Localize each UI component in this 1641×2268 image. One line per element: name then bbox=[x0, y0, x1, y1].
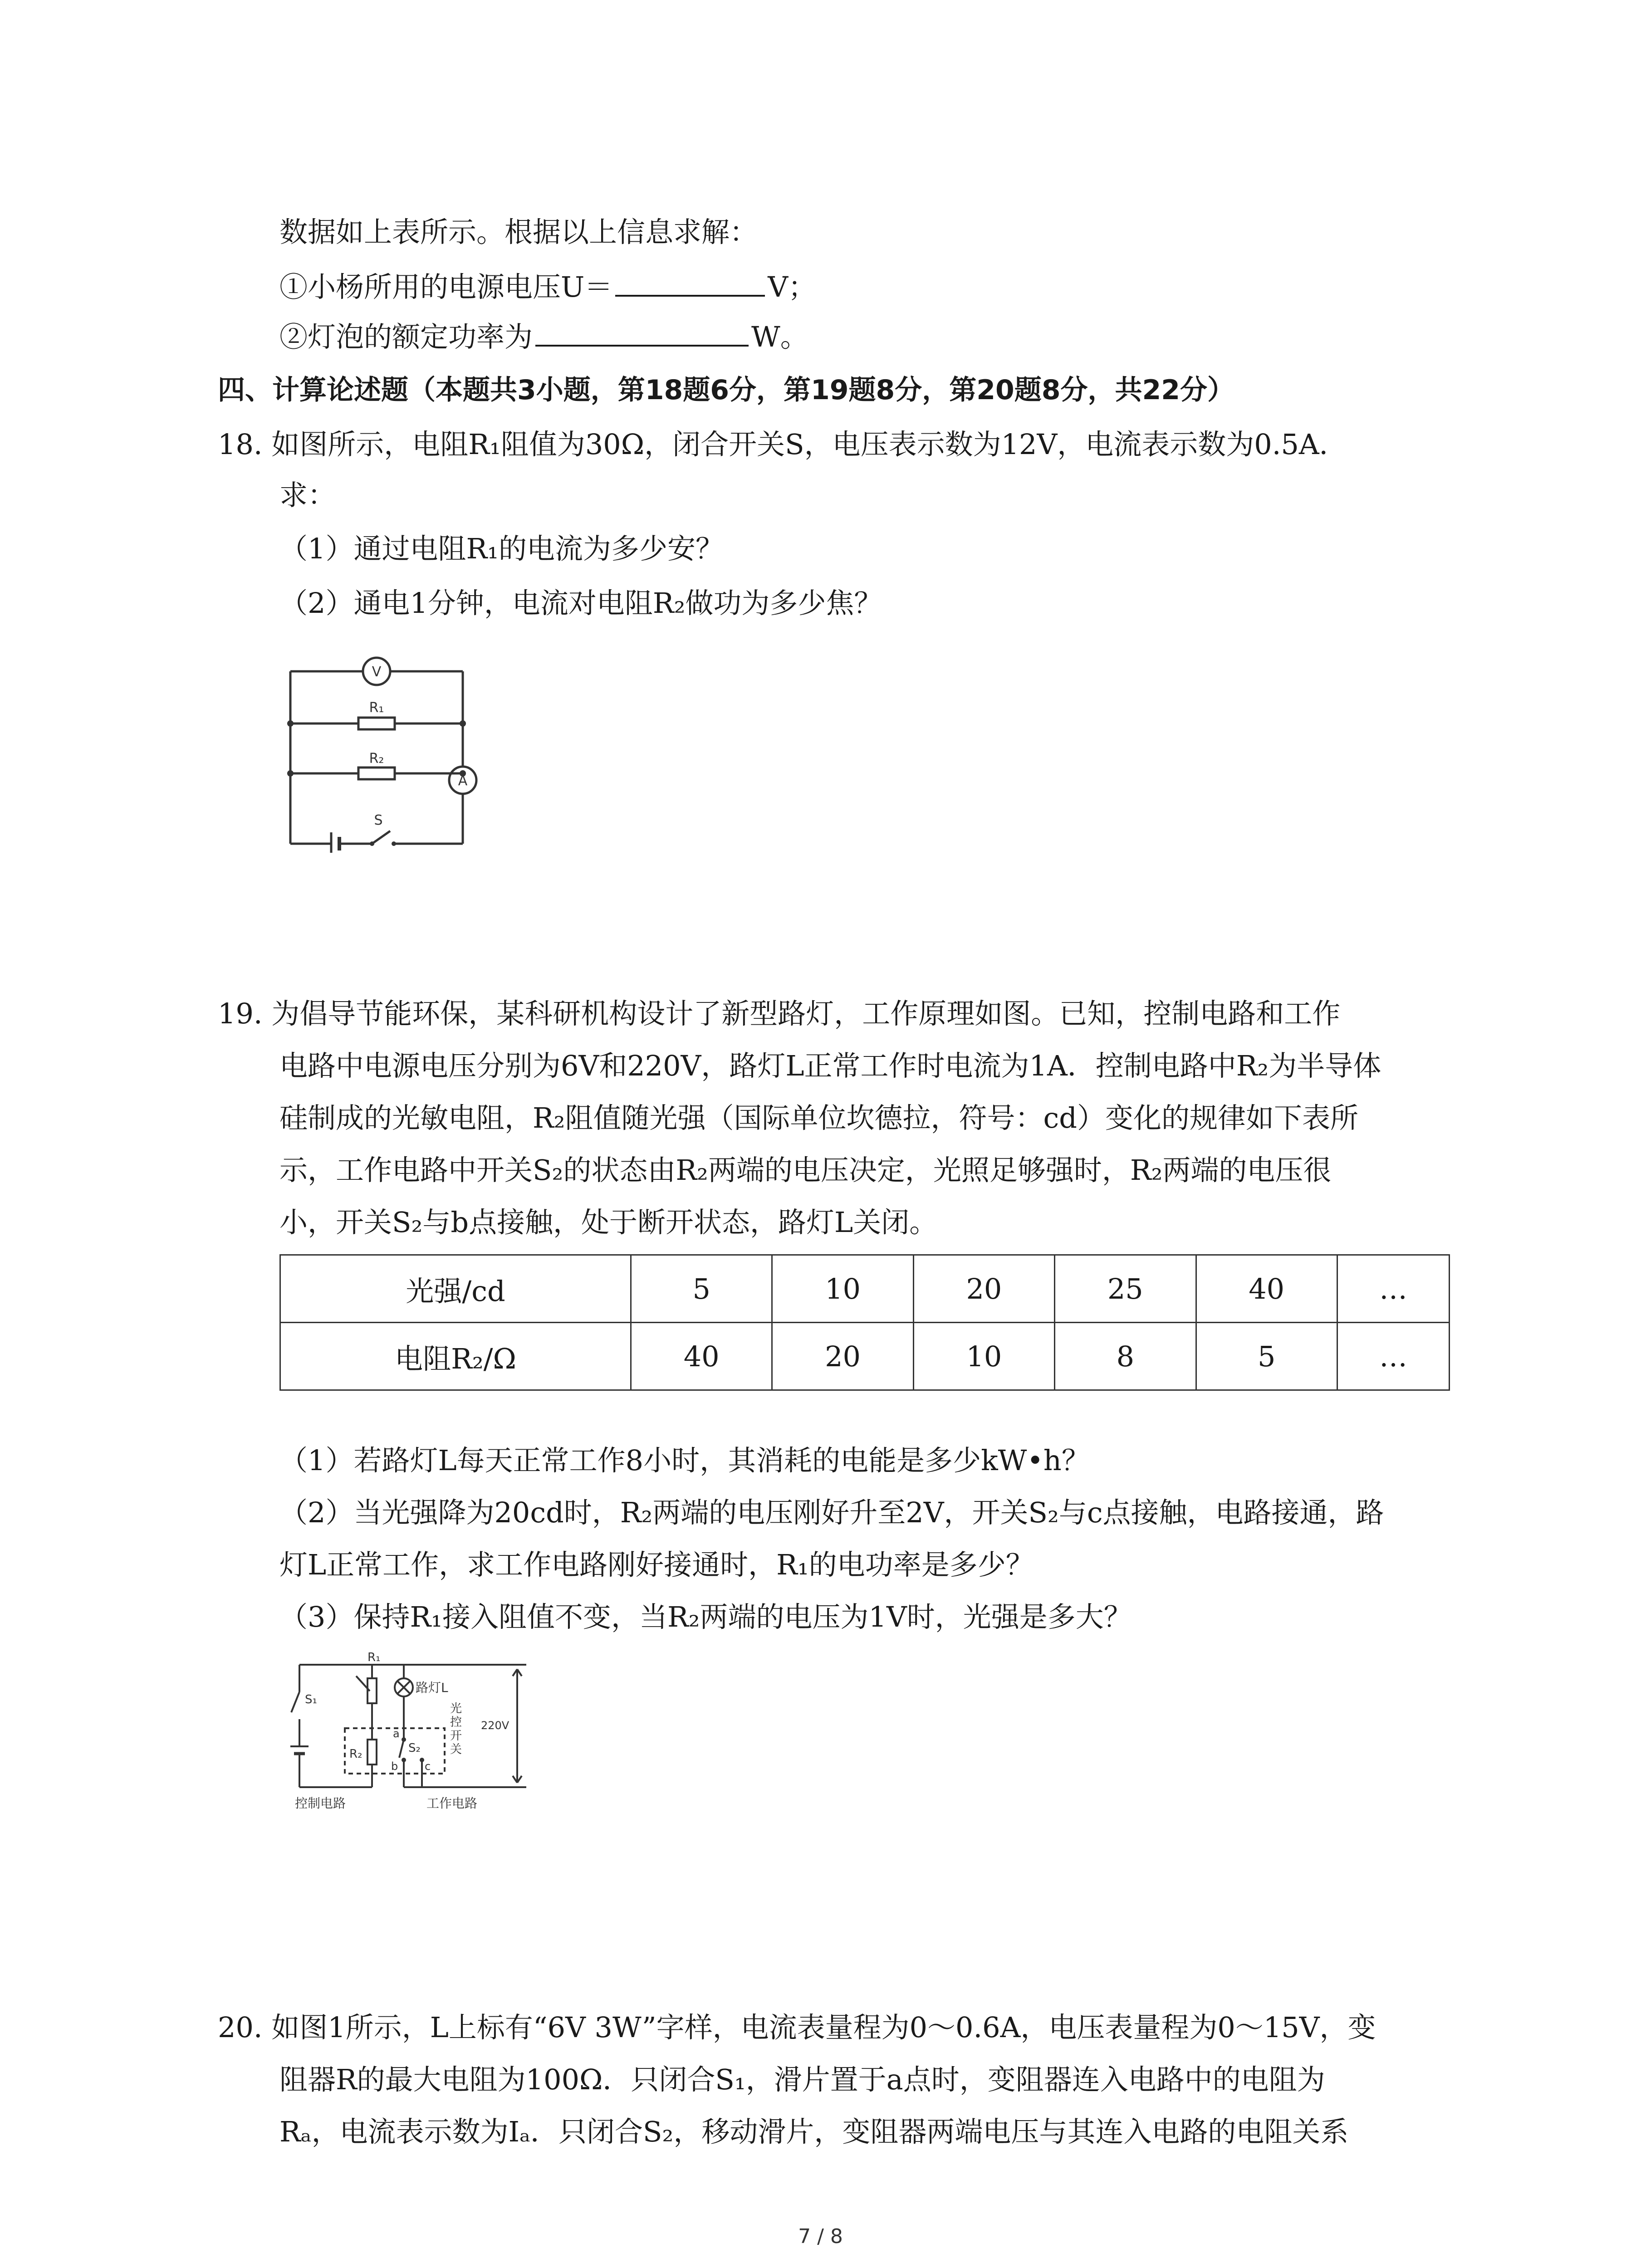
q19-part-2b: 灯L正常工作，求工作电路刚好接通时，R₁的电功率是多少？ bbox=[279, 1548, 1034, 1581]
page-number: 7 / 8 bbox=[798, 2225, 843, 2248]
table-cell: … bbox=[1337, 1255, 1449, 1323]
q19-stem-line-4: 示，工作电路中开关S₂的状态由R₂两端的电压决定，光照足够强时，R₂两端的电压很 bbox=[279, 1154, 1332, 1187]
q19-stem-line-3: 硅制成的光敏电阻，R₂阻值随光强（国际单位坎德拉，符号：cd）变化的规律如下表所 bbox=[279, 1101, 1358, 1134]
switch-label: S bbox=[374, 812, 383, 828]
table-cell: 5 bbox=[1196, 1323, 1337, 1390]
q19-part-1: （1）若路灯L每天正常工作8小时，其消耗的电能是多少kW•h？ bbox=[279, 1444, 1090, 1477]
r2-label: R₂ bbox=[369, 751, 384, 767]
q19-circuit-diagram bbox=[286, 1651, 540, 1823]
q20-stem-line-3: Rₐ，电流表示数为Iₐ．只闭合S₂，移动滑片，变阻器两端电压与其连入电路的电阻关系 bbox=[279, 2115, 1349, 2148]
table-header-resistance: 电阻R₂/Ω bbox=[280, 1323, 631, 1390]
s1-label: S₁ bbox=[305, 1693, 317, 1706]
q18-part-1: （1）通过电阻R₁的电流为多少安？ bbox=[279, 532, 724, 565]
table-cell: … bbox=[1337, 1323, 1449, 1390]
q1-suffix: V； bbox=[768, 270, 817, 303]
table-row bbox=[280, 1255, 1450, 1323]
switch-text-3: 开 bbox=[450, 1729, 462, 1743]
voltmeter-label: V bbox=[372, 664, 382, 680]
question-1-line bbox=[279, 268, 816, 305]
q19-stem-line-2: 电路中电源电压分别为6V和220V，路灯L正常工作时电流为1A．控制电路中R₂为半导体 bbox=[279, 1049, 1381, 1082]
table-cell: 10 bbox=[913, 1323, 1054, 1390]
switch-text-2: 控 bbox=[450, 1716, 462, 1729]
q19-stem-line-5: 小，开关S₂与b点接触，处于断开状态，路灯L关闭。 bbox=[279, 1206, 938, 1239]
q19-part-2a: （2）当光强降为20cd时，R₂两端的电压刚好升至2V，开关S₂与c点接触，电路接通，路 bbox=[279, 1496, 1384, 1529]
question-2-line bbox=[279, 318, 808, 355]
control-circuit-label: 控制电路 bbox=[295, 1796, 346, 1811]
voltage-label: 220V bbox=[481, 1719, 509, 1732]
q18-part-2: （2）通电1分钟，电流对电阻R₂做功为多少焦？ bbox=[279, 587, 882, 620]
s2-label: S₂ bbox=[408, 1741, 421, 1755]
r1-label: R₁ bbox=[367, 1651, 381, 1664]
q20-stem-line-2: 阻器R的最大电阻为100Ω．只闭合S₁，滑片置于a点时，变阻器连入电路中的电阻为 bbox=[279, 2063, 1325, 2096]
point-a-label: a bbox=[393, 1727, 400, 1740]
light-resistance-table bbox=[279, 1254, 1450, 1391]
table-cell: 40 bbox=[631, 1323, 772, 1390]
point-c-label: c bbox=[425, 1760, 431, 1773]
point-b-label: b bbox=[391, 1760, 398, 1773]
answer-blank-power[interactable] bbox=[535, 318, 749, 347]
answer-blank-voltage[interactable] bbox=[615, 268, 765, 297]
q19-part-3: （3）保持R₁接入阻值不变，当R₂两端的电压为1V时，光强是多大？ bbox=[279, 1600, 1132, 1633]
q20-stem-line-1: 20. 如图1所示，L上标有“6V 3W”字样，电流表量程为0～0.6A，电压表量程为0～15V，变 bbox=[218, 2011, 1376, 2044]
q18-stem-1: 18. 如图所示，电阻R₁阻值为30Ω，闭合开关S，电压表示数为12V，电流表示数为0.5A． bbox=[218, 428, 1347, 461]
table-cell: 20 bbox=[772, 1323, 913, 1390]
q2-prefix: ②灯泡的额定功率为 bbox=[279, 320, 533, 353]
table-cell: 40 bbox=[1196, 1255, 1337, 1323]
table-cell: 8 bbox=[1055, 1323, 1196, 1390]
table-cell: 25 bbox=[1055, 1255, 1196, 1323]
table-cell: 20 bbox=[913, 1255, 1054, 1323]
q18-stem-2: 求： bbox=[279, 479, 336, 512]
q18-circuit-diagram bbox=[281, 644, 490, 853]
work-circuit-label: 工作电路 bbox=[426, 1796, 478, 1811]
section-heading: 四、计算论述题（本题共3小题，第18题6分，第19题8分，第20题8分，共22分） bbox=[218, 374, 1234, 406]
q1-prefix: ①小杨所用的电源电压U＝ bbox=[279, 270, 613, 303]
q2-suffix: W。 bbox=[751, 320, 808, 353]
intro-line: 数据如上表所示。根据以上信息求解： bbox=[279, 215, 758, 249]
switch-text-1: 光 bbox=[450, 1702, 462, 1716]
table-row bbox=[280, 1323, 1450, 1390]
table-header-light: 光强/cd bbox=[280, 1255, 631, 1323]
switch-text-4: 关 bbox=[450, 1743, 462, 1756]
r2-label: R₂ bbox=[349, 1747, 362, 1761]
table-cell: 5 bbox=[631, 1255, 772, 1323]
table-cell: 10 bbox=[772, 1255, 913, 1323]
ammeter-label: A bbox=[458, 773, 468, 789]
q19-stem-line-1: 19. 为倡导节能环保，某科研机构设计了新型路灯，工作原理如图。已知，控制电路和工作 bbox=[218, 997, 1341, 1030]
lamp-label: 路灯L bbox=[416, 1680, 448, 1695]
r1-label: R₁ bbox=[369, 700, 384, 716]
